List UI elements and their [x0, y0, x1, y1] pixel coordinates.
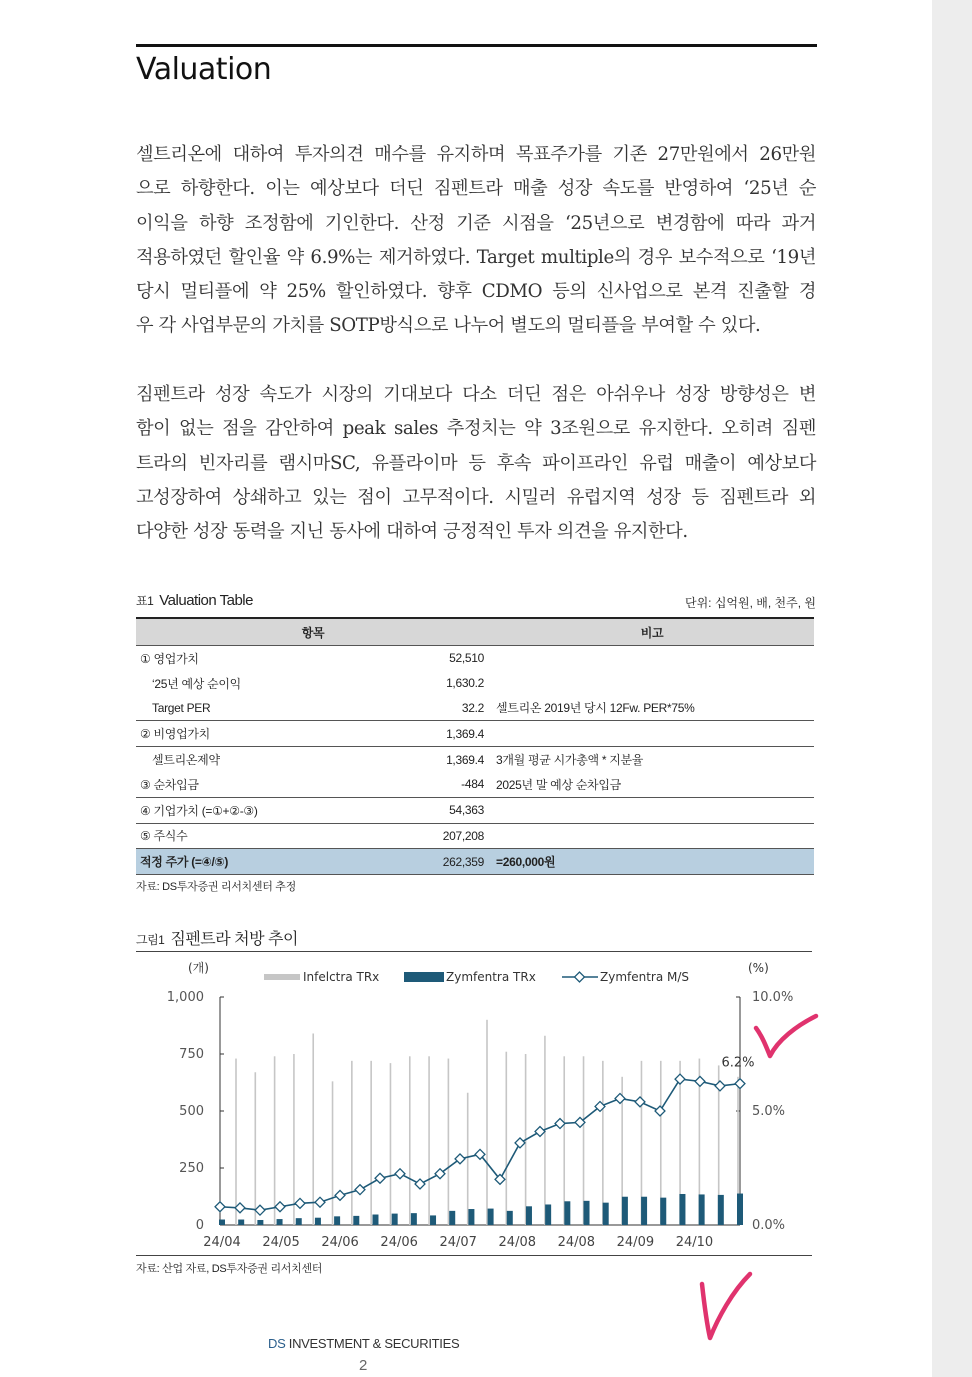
row-item: ② 비영업가치 [136, 721, 378, 747]
ms-point [255, 1205, 265, 1215]
infelctra-bar [351, 1061, 353, 1225]
table-row [136, 772, 814, 797]
x-tick-label: 24/07 [439, 1235, 477, 1250]
table-label: 표1 [136, 594, 154, 608]
ms-point [395, 1169, 405, 1179]
table-row [136, 823, 814, 849]
ms-point [355, 1185, 365, 1195]
row-note [490, 823, 814, 849]
legend-marker-ms [575, 972, 585, 982]
ms-point [615, 1094, 625, 1104]
zymfentra-bar [545, 1204, 551, 1225]
paragraph-line: 다양한 성장 동력을 지닌 동사에 대하여 긍정적인 투자 의견을 유지한다. [136, 521, 688, 543]
row-note [490, 646, 814, 671]
row-value: 32.2 [461, 700, 484, 715]
paragraph-line: 우 각 사업부문의 가치를 SOTP방식으로 나누어 별도의 멀티플을 부여할 수 있다. [136, 315, 761, 337]
prescription-chart [136, 953, 816, 1253]
ms-point [215, 1202, 225, 1212]
section-top-rule [136, 44, 817, 47]
infelctra-bar [583, 1056, 585, 1225]
row-value: 1,369.4 [378, 747, 490, 772]
paragraph-line: 셀트리온에 대하여 투자의견 매수를 유지하며 목표주가를 기존 27만원에서 26만원 [136, 144, 816, 165]
zymfentra-bar [603, 1203, 609, 1225]
table-row [136, 671, 814, 696]
ms-line [220, 1079, 740, 1210]
legend-label-infelctra: Infelctra TRx [303, 970, 380, 984]
table-row [136, 646, 814, 671]
x-tick-label: 24/05 [262, 1235, 300, 1250]
figure-title: 짐펜트라 처방 추이 [170, 931, 298, 948]
row-value: -484 [461, 777, 484, 792]
y-axis-left-title: (개) [188, 961, 209, 975]
table-source: 자료: DS투자증권 리서치센터 추정 [136, 881, 296, 893]
zymfentra-bar [219, 1220, 225, 1225]
x-tick-label: 24/04 [203, 1235, 241, 1250]
paragraph-line: 짐펜트라 성장 속도가 시장의 기대보다 다소 더딘 점은 아쉬우나 성장 방향성은 변 [136, 384, 816, 405]
row-value: 1,369.4 [378, 721, 490, 747]
paragraph-line: 트라의 빈자리를 램시마SC, 유플라이마 등 후속 파이프라인 유럽 매출이 예상보다 [136, 452, 816, 474]
zymfentra-bar [526, 1206, 532, 1225]
table-unit: 단위: 십억원, 배, 천주, 원 [684, 596, 816, 610]
infelctra-bar [563, 1056, 565, 1225]
legend-swatch-infelctra [264, 974, 300, 980]
row-item: ③ 순차입금 [140, 777, 199, 792]
row-value: 54,363 [378, 797, 490, 823]
zymfentra-bar [641, 1197, 647, 1225]
footer-brand-text: INVESTMENT & SECURITIES [285, 1336, 460, 1351]
table-caption [136, 592, 253, 609]
zymfentra-bar [622, 1197, 628, 1225]
y-tick-label-right: 5.0% [752, 1104, 786, 1119]
paragraph-line: 고성장하여 상쇄하고 있는 점이 고무적이다. 시밀러 유럽지역 성장 등 짐펜트라 외 [136, 486, 816, 508]
y-tick-label-right: 10.0% [752, 990, 794, 1005]
zymfentra-bar [660, 1198, 666, 1225]
row-item: Target PER [152, 700, 211, 715]
row-note: =260,000원 [490, 849, 814, 875]
infelctra-bar [506, 1052, 508, 1225]
section-title: Valuation [136, 52, 272, 87]
row-item: 셀트리온제약 [136, 747, 378, 772]
infelctra-bar [409, 1056, 411, 1225]
x-tick-label: 24/06 [321, 1235, 359, 1250]
ms-point [315, 1197, 325, 1207]
y-tick-label-left: 0 [195, 1218, 204, 1233]
ms-point [415, 1179, 425, 1189]
header-note: 비고 [490, 618, 814, 646]
zymfentra-bar [679, 1194, 685, 1225]
infelctra-bar [332, 1081, 334, 1225]
infelctra-bar [602, 1061, 604, 1225]
paragraph-line: 함이 없는 점을 감안하여 peak sales 추정치는 약 3조원으로 유지한다. 오히려 짐펜 [136, 418, 816, 440]
x-tick-label: 24/10 [675, 1235, 714, 1250]
table-row [136, 696, 814, 721]
row-note [490, 721, 814, 747]
page-number: 2 [359, 1357, 368, 1374]
footer-brand [268, 1336, 459, 1351]
paragraph-line: 으로 하향한다. 이는 예상보다 더딘 짐펜트라 매출 성장 속도를 반영하여 ‘25년 순 [136, 178, 816, 200]
figure-bottom-rule [136, 1255, 812, 1256]
y-tick-label-left: 250 [179, 1161, 204, 1176]
row-item: ‘25년 예상 순이익 [152, 676, 241, 691]
row-item: ① 영업가치 [140, 651, 199, 666]
header-item: 항목 [136, 618, 490, 646]
zymfentra-bar [737, 1194, 743, 1225]
ms-point [515, 1138, 525, 1148]
zymfentra-bar [392, 1214, 398, 1225]
zymfentra-bar [430, 1215, 436, 1225]
paragraph-line: 이익을 하향 조정함에 기인한다. 산정 기준 시점을 ‘25년으로 변경함에 따라 과거 [136, 212, 816, 234]
row-value: 1,630.2 [446, 676, 484, 691]
check-mark-icon [692, 1268, 762, 1348]
footer-brand-ds: DS [268, 1336, 286, 1351]
infelctra-bar [312, 1033, 314, 1225]
infelctra-bar [274, 1056, 276, 1225]
ms-point [715, 1081, 725, 1091]
infelctra-bar [428, 1056, 430, 1225]
ms-point [375, 1173, 385, 1183]
legend-label-zymfentra: Zymfentra TRx [446, 970, 536, 984]
table-row-total [136, 849, 814, 875]
figure-label: 그림1 [136, 933, 165, 947]
zymfentra-bar [468, 1209, 474, 1225]
paragraph-2 [136, 378, 816, 549]
zymfentra-bar [411, 1213, 417, 1225]
ms-point [655, 1106, 665, 1116]
infelctra-bar [255, 1072, 257, 1225]
figure-top-rule [136, 951, 812, 952]
zymfentra-bar [315, 1218, 321, 1225]
row-value: 207,208 [378, 823, 490, 849]
check-mark-icon [748, 1010, 828, 1070]
zymfentra-bar [296, 1218, 302, 1225]
zymfentra-bar [488, 1209, 494, 1225]
table-row [136, 747, 814, 772]
zymfentra-bar [564, 1201, 570, 1225]
row-item: 적정 주가 (=④/⑤) [136, 849, 378, 875]
row-note [490, 671, 814, 696]
paragraph-line: 당시 멀티플에 약 25% 할인하였다. 향후 CDMO 등의 신사업으로 본격 진출할 경 [136, 281, 816, 303]
infelctra-bar [467, 1093, 469, 1225]
infelctra-bar [370, 1061, 372, 1225]
infelctra-bar [293, 1054, 295, 1225]
zymfentra-bar [353, 1216, 359, 1225]
row-value: 262,359 [378, 849, 490, 875]
ms-point [695, 1076, 705, 1086]
y-axis-right-title: (%) [748, 961, 769, 975]
valuation-table [136, 617, 814, 875]
zymfentra-bar [334, 1216, 340, 1225]
zymfentra-bar [584, 1201, 590, 1225]
table-row [136, 797, 814, 823]
row-note [490, 797, 814, 823]
row-note: 2025년 말 예상 순차입금 [496, 777, 621, 792]
row-note: 3개월 평균 시가총액 * 지분율 [490, 747, 814, 772]
ms-point [675, 1074, 685, 1084]
table-header-row [136, 618, 814, 646]
zymfentra-bar [718, 1195, 724, 1225]
y-tick-label-left: 750 [179, 1047, 204, 1062]
legend-swatch-zymfentra [404, 972, 444, 982]
ms-point [335, 1190, 345, 1200]
infelctra-bar [390, 1063, 392, 1225]
y-tick-label-right: 0.0% [752, 1218, 786, 1233]
x-tick-label: 24/06 [380, 1235, 418, 1250]
zymfentra-bar [277, 1219, 283, 1225]
y-tick-label-left: 1,000 [166, 990, 204, 1005]
ms-point [275, 1202, 285, 1212]
row-item: ④ 기업가치 (=①+②-③) [136, 797, 378, 823]
paragraph-line: 적용하였던 할인율 약 6.9%는 제거하였다. Target multiple의 경우 보수적으로 ‘19년 [136, 246, 816, 268]
viewer-side-margin [932, 0, 972, 1377]
zymfentra-bar [699, 1194, 705, 1225]
zymfentra-bar [507, 1211, 513, 1225]
figure-source: 자료: 산업 자료, DS투자증권 리서치센터 [136, 1263, 323, 1275]
ms-point [535, 1127, 545, 1137]
infelctra-bar [486, 1020, 488, 1225]
zymfentra-bar [449, 1211, 455, 1225]
paragraph-1 [136, 138, 816, 344]
table-title: Valuation Table [159, 592, 253, 609]
figure-caption [136, 926, 298, 949]
ms-data-label: 6.2% [721, 1055, 755, 1071]
ms-point [295, 1198, 305, 1208]
x-tick-label: 24/09 [616, 1235, 655, 1250]
zymfentra-bar [238, 1220, 244, 1225]
table-row [136, 721, 814, 747]
x-tick-label: 24/08 [498, 1235, 537, 1250]
infelctra-bar [448, 1059, 450, 1225]
x-tick-label: 24/08 [557, 1235, 596, 1250]
zymfentra-bar [257, 1220, 263, 1225]
row-note: 셀트리온 2019년 당시 12Fw. PER*75% [496, 701, 695, 716]
ms-point [635, 1097, 645, 1107]
ms-point [735, 1079, 745, 1089]
row-value: 52,510 [449, 651, 484, 666]
row-item: ⑤ 주식수 [136, 823, 378, 849]
y-tick-label-left: 500 [179, 1104, 204, 1119]
legend-label-ms: Zymfentra M/S [600, 970, 690, 984]
zymfentra-bar [372, 1215, 378, 1225]
infelctra-bar [235, 1059, 237, 1225]
